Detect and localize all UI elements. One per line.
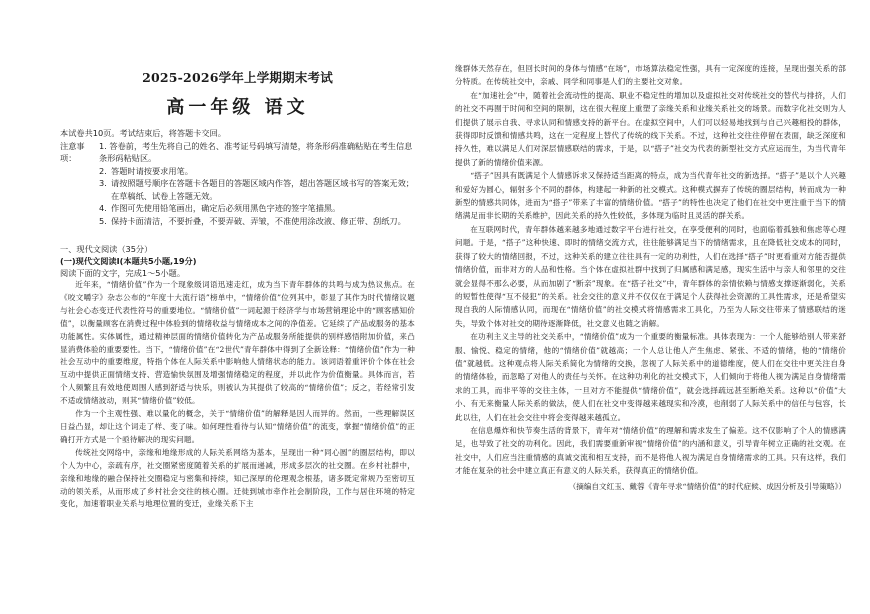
note-number: 1. (99, 140, 107, 151)
right-column (435, 0, 870, 614)
note-text: 保持卡面清洁，不要折叠，不要弄破、弄皱，不准使用涂改液、修正带、刮纸刀。 (111, 215, 406, 226)
subsection-title: (一)现代文阅读Ⅰ(本题共5小题,19分) (60, 256, 197, 266)
note-text: 答卷前，考生先将自己的姓名、准考证号码填写清楚，将条形码准确粘贴在考生信息条形码粘贴区。 (99, 140, 413, 163)
note-item-1 (99, 140, 415, 165)
note-text: 请按照题号顺序在答题卡各题目的答题区域内作答，超出答题区域书写的答案无效；在草稿纸、试卷上答题无效。 (111, 178, 414, 201)
passage-source: （摘编自文红玉、戴蓉《青年寻求“情绪价值”的时代症候、成因分析及引导策略》） (568, 481, 846, 491)
passage-paragraph: “搭子”因具有既满足个人情感诉求又保持适当距离的特点，成为当代青年社交的新选择。“搭子”是以个人兴趣和爱好为圆心，辐射多个不同的群体，构建起一种新的社交模式。这种模式摒弃了传统的圈层结构，转而成为一种新型的情感共同体，进而为“搭子”带来了丰富的情绪价值。“搭子”的特性也决定了他们在社交中更注重于当下的情绪满足而非长期的关系维护，因此关系的持久性较低，多体现为临时且灵活的群关系。 (455, 171, 846, 221)
note-item-5 (99, 215, 415, 228)
passage-paragraph: 在“加速社会”中，随着社会流动性的提高、职业不稳定性的增加以及虚拟社交对传统社交的替代与排挤，人们的社交不再囿于时间和空间的限制，这在很大程度上重塑了亲缘关系和业缘关系社交的场景。而数字化社交则为人们提供了展示自我、寻求认同和情感支持的新平台。在虚拟空间中，人们可以轻易地找到与自己兴趣相投的群体，获得即时反馈和情感共鸣，这在一定程度上替代了传统的线下关系。不过，这种社交往往停留在表面，缺乏深度和持久性，难以满足人们对深层情感联结的需求，于是，以“搭子”社交为代表的新型社交方式应运而生，为当代青年提供了新的情绪价值来源。 (455, 90, 846, 167)
grade-subject-title: 高一年级 语文 (166, 97, 309, 118)
notes-label: 注意事项： (60, 140, 85, 163)
passage-paragraph: 缘群体天然存在，但回长时间的身体与情感“在场”，市场算法稳定性强，具有一定深度的连接，呈现出强关系的部分特质。在传统社交中，亲戚、同学和同事是人们的主要社交对象。 (455, 64, 846, 87)
note-number: 5. (99, 215, 107, 226)
passage-paragraph: 近年来，“情绪价值”作为一个现象级词语迅速走红，成为当下青年群体的共鸣与成为热议焦点。在《咬文嚼字》杂志公布的“年度十大流行语”榜单中，“情绪价值”位列其中，彰显了其作为时代情绪议题与社会心态变迁代表性符号的重要地位。“情绪价值”一词起源于经济学与市场营销理论中的“顾客感知价值”，以衡量顾客在消费过程中体验到的情绪收益与情绪成本之间的净值差。它延续了产品或服务的基本功能属性。实体属性，通过精神层面的情绪价值转化为产品或服务所能提供的别样感悟附加价值，来凸显消费体验的重要要性。当下，“情绪价值”在“2世代”青年群体中得到了全新诠释：“情绪价值”作为一种社会互动中的重要维度，特指个体在人际关系中影响他人情绪状态的能力。该词语着重评价个体在社会互动中提供正面情绪支持、营造愉快氛围及增强情绪稳定的程度，并以此作为价值衡量。具体而言，若个人频繁且有效地使周围人感到舒适与快乐，则被认为其提供了较高的“情绪价值”；反之，若经常引发不适或情绪波动，则其“情绪价值”较低。 (60, 280, 415, 406)
note-text: 作图可先使用铅笔画出，确定后必须用黑色字迹的签字笔描黑。 (111, 203, 341, 213)
notes-list (60, 165, 415, 228)
passage-paragraph: 在功利主义主导的社交关系中，“情绪价值”成为一个重要的衡量标准。具体表现为：一个人能够给别人带来舒服、愉悦、稳定的情绪，他的“情绪价值”就越高；一个人总让他人产生焦虑、紧张、不适的情绪，他的“情绪价值”就越低。这种观点将人际关系简化为情绪的交换，忽视了人际关系中的道德维度，使人们在交往中更关注自身的情绪体验，而忽略了对他人的责任与关怀。在这种功利化的社交模式下，人们倾向于将他人视为满足自身情绪需求的工具，而非平等的交往主体，一旦对方不能提供“情绪价值”，就会选择疏远甚至断绝关系。这种以“价值”大小、有无来衡量人际关系的做法，使人们在社交中变得越来越现实和冷漠，也削弱了人际关系中的信任与包容，长此以往，人们在社会交往中将会变得越来越孤立。 (455, 332, 846, 422)
note-number: 2. (99, 165, 107, 176)
exam-title: 2025-2026学年上学期期末考试 (142, 70, 333, 85)
note-number: 4. (99, 203, 107, 213)
passage-paragraph: 在信息爆炸和快节奏生活的背景下，青年对“情绪价值”的理解和需求发生了偏差。这不仅影响了个人的情感满足，也导致了社交的功利化。因此，我们需要重新审视“情绪价值”的内涵和意义，引导青年树立正确的社交观。在社交中，人们应当注重情感的真诚交流和相互支持，而不是将他人视为满足自身情绪需求的工具。只有这样，我们才能在复杂的社会中建立真正有意义的人际关系，获得真正的情绪价值。 (455, 425, 846, 476)
note-number: 3. (99, 178, 107, 188)
note-item-3 (99, 177, 415, 202)
note-text: 答题时请按要求用笔。 (111, 165, 193, 176)
passage-paragraph: 作为一个主观性强、难以量化的概念，关于“情绪价值”的解释是因人而异的。然而，一些理解误区日益凸显，却让这个词走了样、变了味。如何理性看待与认知“情绪价值”的流变，掌握“情绪价值”的正确打开方式是一个亟待解决的现实问题。 (60, 409, 415, 444)
passage-paragraph: 传统社交网络中，亲缘和地缘形成的人际关系网络为基本，呈现出一种“同心圆”的圈层结构，即以个人为中心，亲疏有序，社交圈紧密度随着关系的扩展而递减，形成多层次的社交圈。在乡村社群中，亲缘和地缘的融合保持社交圈稳定与密集和持续，知己深厚的伦理观念根基，诸多既定常规乃至密切互动的领关系，从而形成了乡村社会交往的核心圈。迁徙到城市牵作社会制阶段，工作与居住环境的特定变化，加速着职业关系与地理位置的变迁，业缘关系下主 (60, 447, 415, 509)
exam-info: 本试卷共10页。考试结束后，将答题卡交回。 (60, 128, 226, 138)
section-title: 一、现代文阅读（35分） (60, 244, 153, 254)
reading-instruction: 阅读下面的文字，完成1～5小题。 (60, 268, 186, 278)
passage-paragraph: 在互联网时代，青年群体越来越多地通过数字平台进行社交，在享受便利的同时，也面临着孤独和焦虑等心理问题。于是，“搭子”这种快速、即时的情绪交流方式，往往能够满足当下的情绪需求，且在降低社交成本的同时，获得了较大的情绪回报，不过，这种关系的建立往往具有一定的功利性，人们在选择“搭子”时更看重对方能否提供情绪价值，而非对方的人品和性格。当个体在虚拟社群中找到了归属感和满足感，现实生活中与亲人和邻里的交往就会显得不那么必要，从而加剧了“断亲”现象。在“搭子社交”中，青年群体的亲情依赖与情感支撑逐渐弱化，关系的短暂性使得“互不侵犯”的关系。社会交往的意义并不仅仅在于满足个人获得社会资源的工具性需求，还是希望实现自我的人际情感认同，而现在“情绪价值”的社交模式将情感需求工具化，乃至为人际交往带来了情感联结的迷失，导致个体对社交的期待逐渐降低，社交意义也随之消解。 (455, 224, 846, 328)
note-item-2 (99, 165, 415, 178)
notes-block (60, 140, 415, 165)
note-item-4 (99, 202, 415, 215)
